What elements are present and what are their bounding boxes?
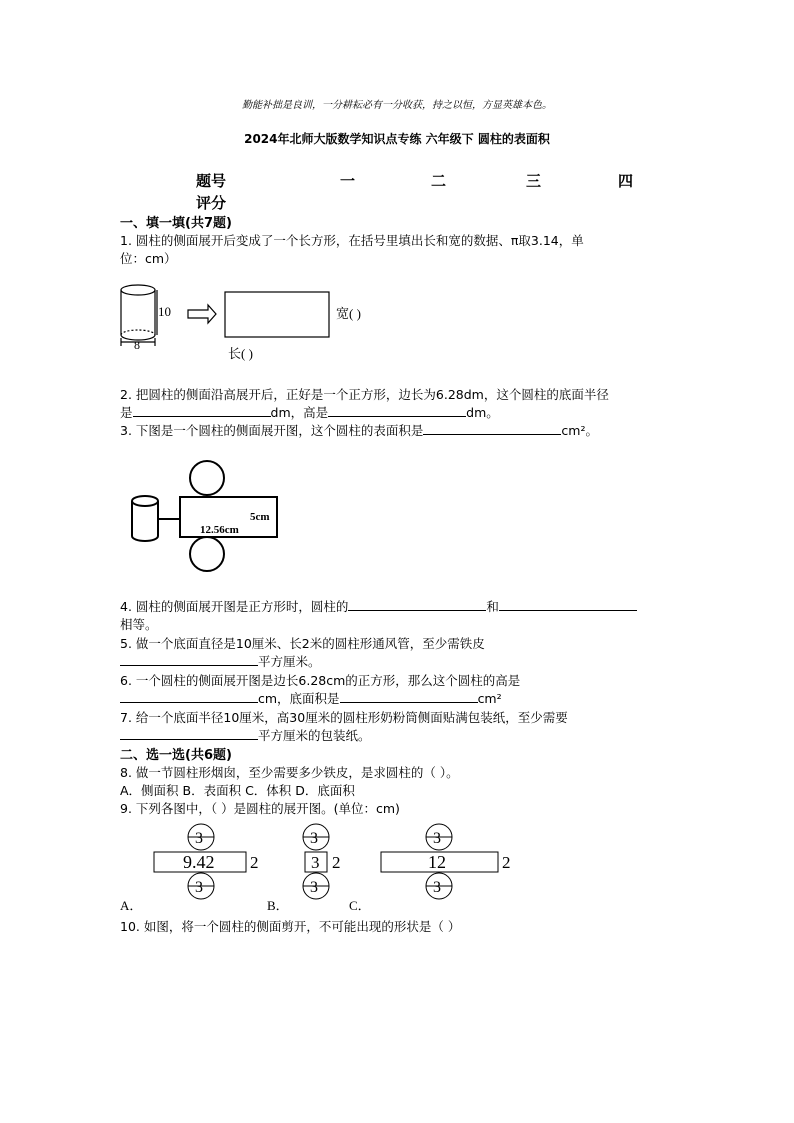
score-table-col-2: 二: [431, 172, 447, 190]
score-table-col-1: 一: [340, 172, 356, 190]
q6-mid: cm，底面积是: [258, 691, 340, 706]
q4-and: 和: [486, 599, 499, 614]
question-4-line1: [120, 597, 637, 615]
diameter-label: 8: [134, 338, 140, 352]
circle-label: 3: [433, 879, 441, 896]
circle-label: 3: [310, 879, 318, 896]
score-table-score-label: 评分: [196, 194, 227, 212]
bottom-circle: [190, 537, 224, 571]
question-9-line1: 9. 下列各图中，（ ）是圆柱的展开图。(单位：cm): [120, 801, 400, 816]
circle-label: 3: [433, 830, 441, 847]
width-label: 宽( ): [336, 306, 361, 321]
score-table-col-4: 四: [618, 172, 634, 190]
motto: 勤能补拙是良训，一分耕耘必有一分收获，持之以恒，方显英雄本色。: [242, 100, 552, 111]
option-b-figure: [303, 824, 341, 899]
score-table-col-3: 三: [526, 172, 542, 190]
question-6-line2: [120, 689, 502, 707]
circle-label: 3: [195, 830, 203, 847]
q3-text: 3. 下图是一个圆柱的侧面展开图，这个圆柱的表面积是: [120, 423, 424, 438]
question-1-figure: [112, 280, 432, 365]
page-title: 2024年北师大版数学知识点专练 六年级下 圆柱的表面积: [244, 132, 550, 146]
answer-blank[interactable]: [340, 691, 478, 703]
question-2-line2: [120, 403, 499, 421]
section-heading-2: 二、选一选(共6题): [120, 748, 232, 763]
circle-label: 3: [195, 879, 203, 896]
question-5-line1: 5. 做一个底面直径是10厘米、长2米的圆柱形通风管，至少需铁皮: [120, 636, 485, 651]
question-7-line1: 7. 给一个底面半径10厘米，高30厘米的圆柱形奶粉筒侧面贴满包装纸，至少需要: [120, 710, 568, 725]
q2-suffix: dm。: [466, 405, 499, 420]
q2-mid: dm，高是: [270, 405, 329, 420]
question-3-line1: [120, 421, 598, 439]
question-8-line1: 8. 做一节圆柱形烟囱，至少需要多少铁皮，是求圆柱的（ ）。: [120, 765, 459, 780]
question-4-line2: 相等。: [120, 617, 158, 632]
question-7-line2: [120, 726, 371, 744]
question-9-figures: [115, 820, 535, 915]
q4-text: 4. 圆柱的侧面展开图是正方形时，圆柱的: [120, 599, 349, 614]
height-label: 10: [158, 304, 171, 319]
rect-height-label: 2: [332, 853, 341, 872]
q7-suffix: 平方厘米的包装纸。: [258, 728, 371, 743]
question-3-figure: [125, 458, 285, 576]
answer-blank[interactable]: [423, 423, 561, 435]
arrow-right-icon: [188, 305, 216, 323]
rect-height-label: 5cm: [250, 511, 270, 523]
section-heading-1: 一、填一填(共7题): [120, 216, 232, 231]
circle-label: 3: [310, 830, 318, 847]
answer-blank[interactable]: [499, 599, 637, 611]
unfolded-rectangle: [225, 292, 329, 337]
small-cylinder: [132, 496, 158, 541]
score-table-row-label: 题号: [196, 172, 227, 190]
top-circle: [190, 461, 224, 495]
rect-height-label: 2: [502, 853, 511, 872]
question-1-line1: 1. 圆柱的侧面展开后变成了一个长方形，在括号里填出长和宽的数据、π取3.14，单: [120, 233, 584, 248]
question-6-line1: 6. 一个圆柱的侧面展开图是边长6.28cm的正方形，那么这个圆柱的高是: [120, 673, 521, 688]
rect-length-label: 3: [311, 853, 320, 872]
question-8-options: A．侧面积 B．表面积 C．体积 D．底面积: [120, 783, 355, 798]
q5-suffix: 平方厘米。: [258, 654, 321, 669]
answer-blank[interactable]: [120, 691, 258, 703]
question-1-line2: 位：cm）: [120, 251, 177, 266]
question-10-line1: 10. 如图，将一个圆柱的侧面剪开，不可能出现的形状是（ ）: [120, 919, 461, 934]
answer-blank[interactable]: [328, 405, 466, 417]
option-b-label: B．: [267, 898, 289, 913]
rect-length-label: 12: [428, 852, 446, 872]
length-label: 长( ): [228, 346, 253, 361]
option-c-figure: [381, 824, 511, 899]
question-2-line1: 2. 把圆柱的侧面沿高展开后，正好是一个正方形，边长为6.28dm，这个圆柱的底面半径: [120, 387, 609, 402]
option-a-label: A．: [120, 898, 143, 913]
q6-suffix: cm²: [477, 691, 502, 706]
answer-blank[interactable]: [133, 405, 271, 417]
cylinder-drawing: [121, 285, 157, 346]
answer-blank[interactable]: [120, 728, 258, 740]
rect-length-label: 9.42: [183, 852, 215, 872]
q2-prefix: 是: [120, 405, 133, 420]
answer-blank[interactable]: [120, 654, 258, 666]
rect-length-label: 12.56cm: [200, 524, 239, 536]
question-5-line2: [120, 652, 321, 670]
rect-height-label: 2: [250, 853, 259, 872]
q3-unit: cm²。: [561, 423, 598, 438]
option-c-label: C．: [349, 898, 371, 913]
option-a-figure: [154, 824, 259, 899]
answer-blank[interactable]: [348, 599, 486, 611]
